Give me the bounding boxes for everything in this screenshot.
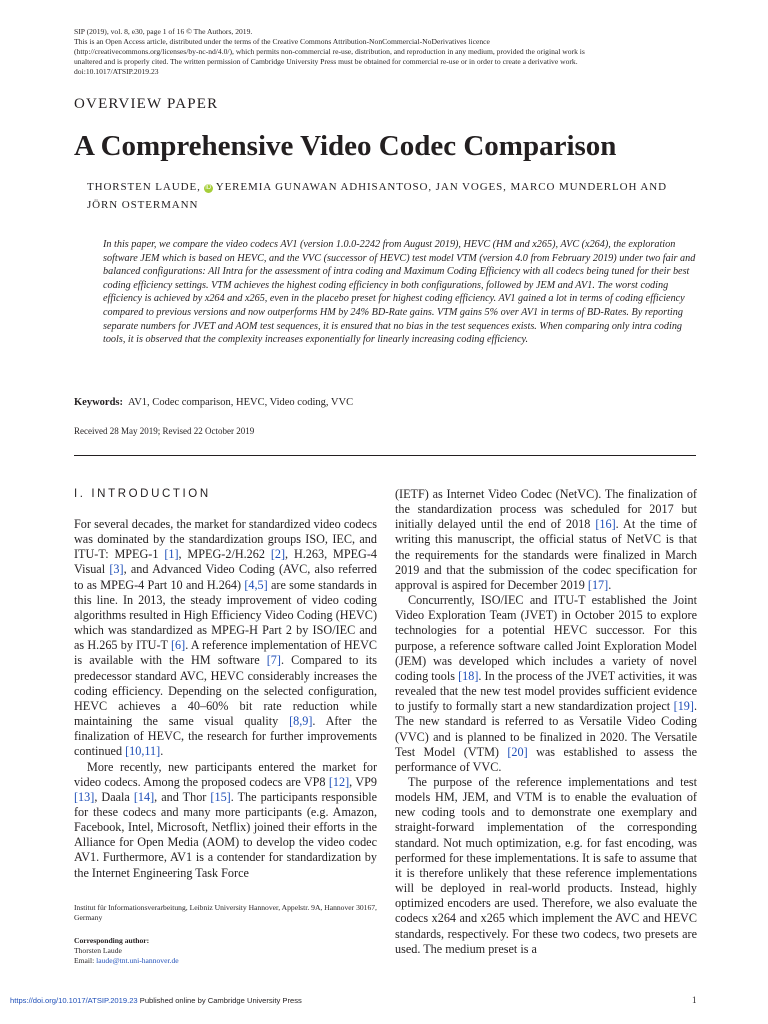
paper-title: A Comprehensive Video Codec Comparison <box>74 130 617 162</box>
paragraph: The purpose of the reference implementations and test models HM, JEM, and VTM is to enable the evaluation of new coding tools and to demonstrate one exemplary and straight-forward implementation of the corresponding standard. Not much optimization, e.g. for fast encoding, was performed for these implementations. It is safe to assume that it is therefore unlikely that these reference implementations will be deployed in real-world products. Instead, highly optimized encoders are used. Therefore, we also evaluate the codecs x264 and x265 which implement the AVC and HEVC standards, respectively. For these two codecs, two presets are used. The medium preset is a <box>395 774 697 956</box>
license-line-3: unaltered and is properly cited. The written permission of Cambridge University Press must be obtained for commercial re-use or in order to create a derivative work. <box>74 57 578 66</box>
corresponding-label: Corresponding author: <box>74 936 150 945</box>
paragraph: (IETF) as Internet Video Codec (NetVC). The finalization of the standardization process was scheduled for 2017 but initially delayed until the end of 2018 [16]. At the time of writing this manuscript, the official status of NetVC is that the requirements for the standards were finalized in March 2019 and that the submission of the codec specification for approval is aspired for December 2019 [17]. <box>395 487 697 592</box>
paragraph: More recently, new participants entered the market for video codecs. Among the proposed codecs are VP8 [12], VP9 [13], Daala [14], and Thor [15]. The participants responsible for these codecs and many more participants (e.g. Amazon, Facebook, Intel, Microsoft, Netflix) joined their efforts in the Alliance for Open Media (AOM) to develop the video codec AV1. Furthermore, AV1 is a contender for standardization by the Internet Engineering Task Force <box>74 759 377 880</box>
citation-link[interactable]: [19] <box>673 699 694 714</box>
citation-link[interactable]: [12] <box>328 774 350 789</box>
received-dates: Received 28 May 2019; Revised 22 October 2019 <box>74 426 255 436</box>
citation-link[interactable]: [1] <box>164 547 179 562</box>
email-link[interactable]: laude@tnt.uni-hannover.de <box>96 956 179 965</box>
right-column <box>395 487 697 957</box>
abstract: In this paper, we compare the video codecs AV1 (version 1.0.0-2242 from August 2019), HEVC (HM and x265), AVC (x264), the exploration software JEM which is based on HEVC, and the VVC (successor of HEVC) test model VTM (version 4.0 from February 2019) under two fair and balanced configurations: All Intra for the assessment of intra coding and Maximum Coding Efficiency with all codecs being tuned for their best coding efficiency settings. VTM achieves the highest coding efficiency in both configurations, followed by JEM and AV1. The worst coding efficiency is achieved by x264 and x265, even in the placebo preset for highest coding efficiency. AV1 gained a lot in terms of coding efficiency compared to previous versions and now outperforms HM by 24% BD-Rate gains. VTM gains 5% over AV1 in terms of BD-Rates. By reporting separate numbers for JVET and AOM test sequences, it is ensured that no bias in the test sequences exists. When comparing only intra coding tools, it is observed that the complexity increases exponentially for linearly increasing coding efficiency. <box>103 239 696 346</box>
paragraph: For several decades, the market for standardized video codecs was dominated by the standardization groups ISO, IEC, and ITU-T: MPEG-1 [1], MPEG-2/H.262 [2], H.263, MPEG-4 Visual [3], and Advanced Video Coding (AVC, also referred to as MPEG-4 Part 10 and H.264) [4,5] are some standards in this line. In 2013, the steady improvement of video coding algorithms resulted in High Efficiency Video Coding (HEVC) which was standardized as MPEG-H Part 2 by ISO/IEC and as H.265 by ITU-T [6]. A reference implementation of HEVC is available with the HM software [7]. Compared to its predecessor standard AVC, HEVC considerably increases the coding efficiency. Depending on the selected configuration, HEVC achieves a 40–60% bit rate reduction while maintaining the same visual quality [8,9]. After the finalization of HEVC, the research for further improvements continued [10,11]. <box>74 517 377 759</box>
author-rest: YEREMIA GUNAWAN ADHISANTOSO, JAN VOGES, MARCO MUNDERLOH AND <box>215 181 667 193</box>
affiliation: Institut für Informationsverarbeitung, Leibniz University Hannover, Appelstr. 9A, Hannover 30167, Germany <box>74 903 377 922</box>
doi-link[interactable]: https://doi.org/10.1017/ATSIP.2019.23 <box>10 996 138 1005</box>
orcid-icon[interactable]: ID <box>205 185 212 191</box>
citation-link[interactable]: [14] <box>133 789 155 804</box>
citation-link[interactable]: [15] <box>210 789 231 804</box>
left-column <box>74 517 377 881</box>
author-list <box>87 178 697 214</box>
footer <box>10 996 302 1005</box>
corresponding-name: Thorsten Laude <box>74 946 122 955</box>
email-line: Email: laude@tnt.uni-hannover.de <box>74 956 179 965</box>
license-line-2: (http://creativecommons.org/licenses/by-nc-nd/4.0/), which permits non-commercial re-use, distribution, and reproduction in any medium, provided the original work is <box>74 47 585 56</box>
published-note: Published online by Cambridge University Press <box>137 996 302 1005</box>
article-type-label: OVERVIEW PAPER <box>74 96 219 112</box>
license-line-1: This is an Open Access article, distributed under the terms of the Creative Commons Attribution-NonCommercial-NoDerivatives licence <box>74 37 490 46</box>
keywords-list: AV1, Codec comparison, HEVC, Video coding, VVC <box>128 397 354 408</box>
citation-link[interactable]: [4,5] <box>244 577 268 592</box>
citation-link[interactable]: [8,9] <box>289 714 313 729</box>
author-first: THORSTEN LAUDE, <box>87 181 201 193</box>
keywords <box>74 397 353 408</box>
citation-link[interactable]: [18] <box>458 668 479 683</box>
section-heading: I. INTRODUCTION <box>74 488 211 500</box>
citation-link[interactable]: [2] <box>270 547 286 562</box>
citation-link[interactable]: [10,11] <box>125 744 161 759</box>
paragraph: Concurrently, ISO/IEC and ITU-T established the Joint Video Exploration Team (JVET) in October 2015 to explore technologies for a potential HEVC successor. For this purpose, a reference software called Joint Exploration Model (JEM) was developed which includes a variety of novel coding tools [18]. In the process of the JVET activities, it was revealed that the new test model provides sufficient evidence to justify to formally start a new standardization project [19]. The new standard is referred to as Versatile Video Coding (VVC) and is planned to be finalized in 2020. The Versatile Test Model (VTM) [20] was established to assess the performance of VVC. <box>395 593 698 774</box>
corresponding-author <box>74 936 377 966</box>
citation-link[interactable]: [3] <box>109 562 124 577</box>
citation-link[interactable]: [20] <box>507 744 528 759</box>
citation-link[interactable]: [17] <box>587 577 609 592</box>
citation-link[interactable]: [16] <box>595 517 616 532</box>
journal-citation: SIP (2019), vol. 8, e30, page 1 of 16 © The Authors, 2019. <box>74 27 253 36</box>
divider <box>74 455 696 456</box>
citation-link[interactable]: [13] <box>74 789 95 804</box>
page-number: 1 <box>692 995 697 1005</box>
citation-link[interactable]: [7] <box>266 653 281 668</box>
header-doi: doi:10.1017/ATSIP.2019.23 <box>74 67 159 76</box>
keywords-label: Keywords: <box>74 397 123 408</box>
author-last: JÖRN OSTERMANN <box>87 199 199 211</box>
citation-link[interactable]: [6] <box>170 638 186 653</box>
